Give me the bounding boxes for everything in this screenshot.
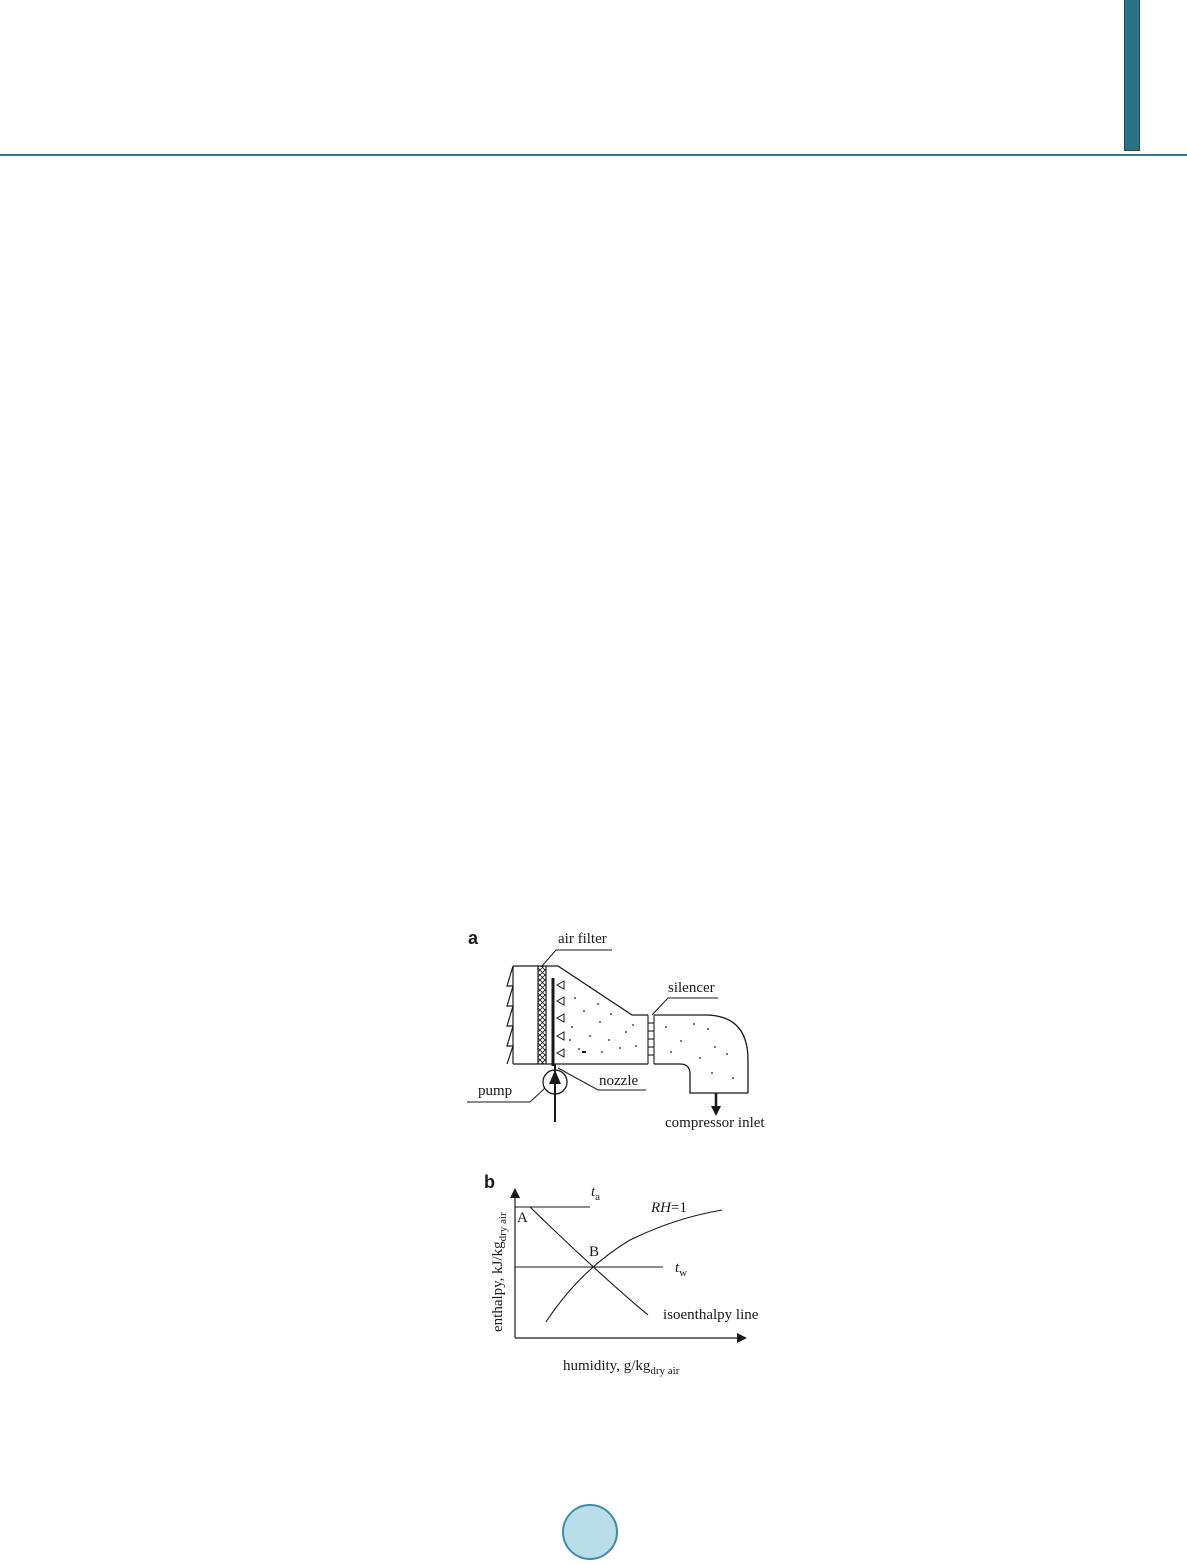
inlet-louvers xyxy=(507,966,513,1064)
water-droplets xyxy=(569,986,734,1079)
ta-label: $t_a$ xyxy=(591,1184,601,1203)
air-filter-label: air filter xyxy=(558,931,607,947)
y-axis-label: enthalpy, $kJ/kg_{dry air}$ xyxy=(490,1212,509,1332)
pump-label: pump xyxy=(478,1083,513,1099)
panel-a-label: a xyxy=(468,928,479,948)
panel-b-label: b xyxy=(484,1172,495,1192)
air-filter-element xyxy=(538,966,546,1064)
panel-a-diagram xyxy=(467,928,765,1131)
point-a-label: A xyxy=(517,1210,528,1226)
outlet-bend xyxy=(654,1015,748,1093)
nozzle-label: nozzle xyxy=(599,1073,639,1089)
x-axis-label: humidity, $g/kg_{dry air}$ xyxy=(563,1358,680,1377)
silencer-label: silencer xyxy=(668,980,715,996)
rh-label: RH=1 xyxy=(651,1200,687,1216)
panel-b-chart xyxy=(484,1172,759,1377)
point-b-label: B xyxy=(589,1244,600,1260)
isoenthalpy-label: isoenthalpy line xyxy=(663,1307,759,1323)
page-number-badge xyxy=(562,1504,618,1560)
silencer-element xyxy=(648,1015,654,1064)
spray-nozzles xyxy=(557,981,564,1057)
saturation-curve xyxy=(546,1210,722,1322)
leader-lines xyxy=(467,950,718,1102)
tw-label: $t_w$ xyxy=(675,1260,688,1279)
compressor-inlet-label: compressor inlet xyxy=(665,1115,765,1131)
isoenthalpy-line xyxy=(530,1207,648,1315)
